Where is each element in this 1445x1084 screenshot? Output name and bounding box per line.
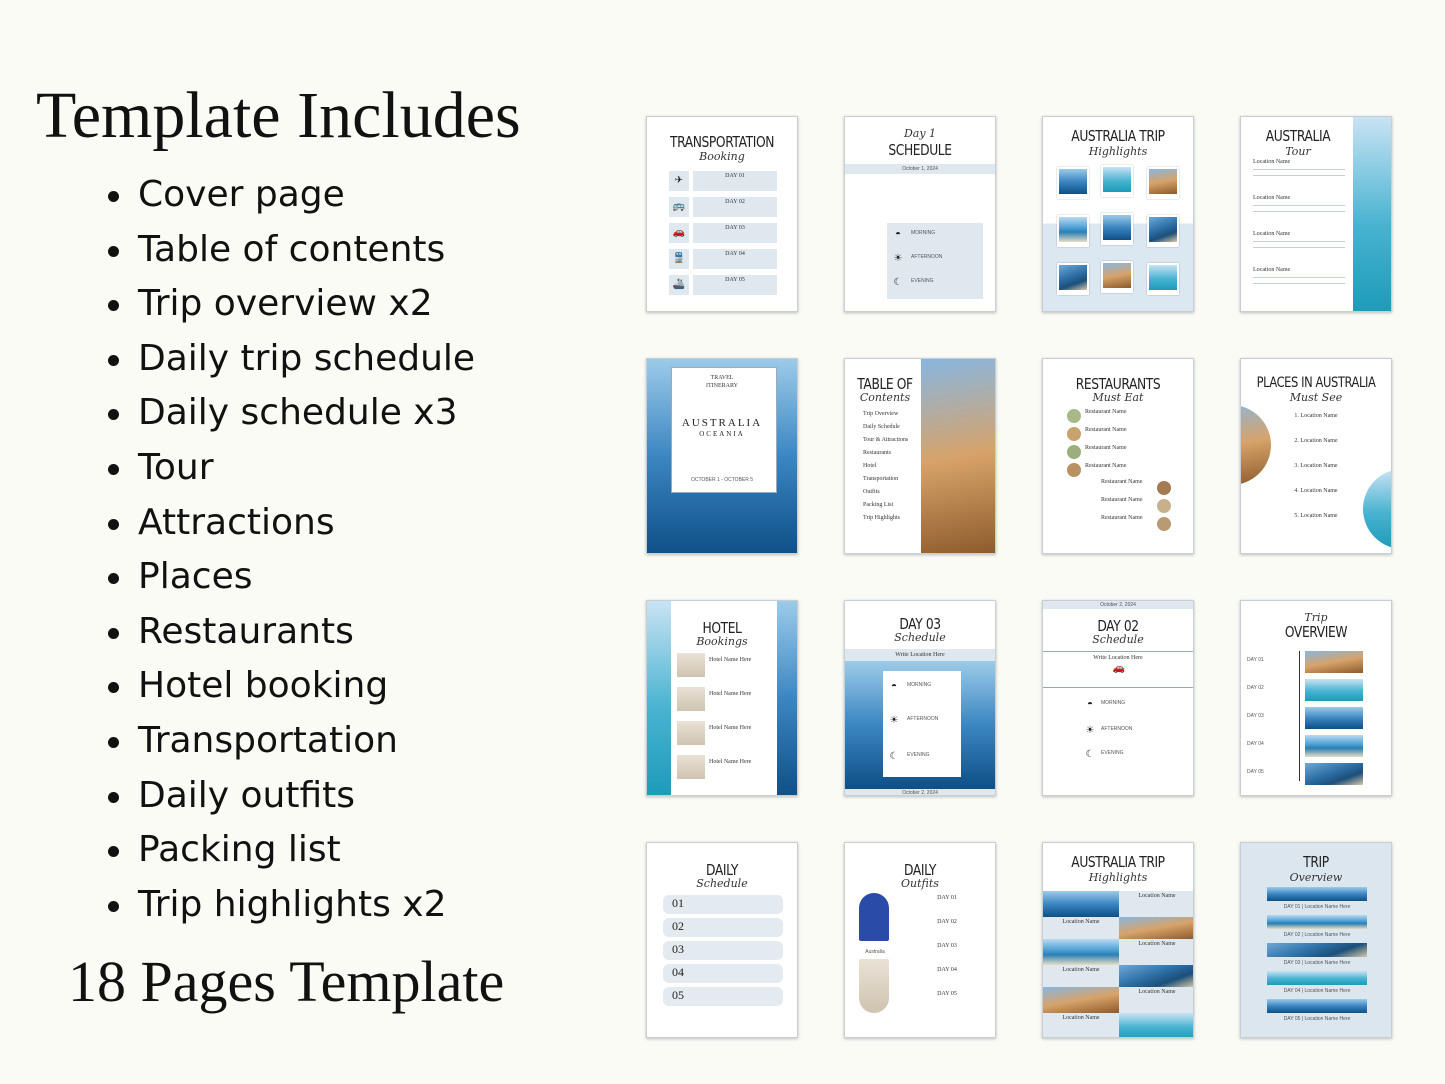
page-subtitle: Must Eat — [1092, 391, 1144, 404]
page-subtitle: Tour — [1285, 145, 1311, 158]
page-title: DAY 03 — [899, 615, 941, 633]
toc-item: Transportation — [863, 476, 899, 482]
toc-item: Tour & Attractions — [863, 437, 909, 443]
page-title: HOTEL — [702, 619, 742, 637]
page-places — [1240, 358, 1392, 554]
feature-item: Trip highlights x2 — [100, 878, 475, 933]
outfit-day: DAY 02 — [937, 919, 957, 925]
page-title: RESTAURANTS — [1075, 375, 1161, 393]
overview-item: DAY 01 | Location Name Here — [1283, 904, 1351, 910]
location-label: Write Location Here — [1093, 655, 1143, 661]
cover-region: OCEANIA — [699, 430, 745, 438]
overview-day: DAY 01 — [1247, 657, 1264, 663]
page-cover — [646, 358, 798, 554]
overview-day: DAY 04 — [1247, 741, 1264, 747]
location-label: Location Name — [1253, 159, 1291, 165]
page-title: PLACES IN AUSTRALIA — [1256, 375, 1376, 391]
morning-label: MORNING — [907, 682, 932, 688]
place-item: 3. Location Name — [1294, 463, 1338, 469]
page-trip-overview-1 — [1240, 600, 1392, 796]
page-title: TRANSPORTATION — [669, 133, 775, 151]
car-icon: 🚗 — [1112, 663, 1126, 674]
page-subtitle: Schedule — [696, 877, 748, 890]
morning-label: MORNING — [1101, 700, 1126, 706]
feature-item: Daily schedule x3 — [100, 386, 475, 441]
location-name: Location Name — [1138, 941, 1176, 947]
restaurant-name: Restaurant Name — [1101, 515, 1143, 521]
restaurant-name: Restaurant Name — [1085, 463, 1127, 469]
page-daily-outfits — [844, 842, 996, 1038]
overview-item: DAY 05 | Location Name Here — [1283, 1016, 1351, 1022]
page-trip-overview-2 — [1240, 842, 1392, 1038]
toc-item: Restaurants — [863, 450, 891, 456]
page-subtitle: Schedule — [1092, 633, 1144, 646]
toc-item: Hotel — [863, 463, 877, 469]
page-title: AUSTRALIA TRIP — [1071, 853, 1165, 871]
place-item: 4. Location Name — [1294, 488, 1338, 494]
feature-item: Table of contents — [100, 223, 475, 278]
ship-icon: 🚢 — [672, 279, 686, 290]
day-label: DAY 03 — [725, 225, 745, 231]
page-subtitle: Booking — [699, 150, 745, 163]
cover-dates: OCTOBER 1 - OCTOBER 5 — [690, 477, 754, 483]
overview-item: DAY 02 | Location Name Here — [1283, 932, 1351, 938]
feature-item: Cover page — [100, 168, 475, 223]
page-title: DAY 02 — [1097, 617, 1139, 635]
afternoon-label: AFTERNOON — [907, 716, 939, 722]
day-number: 05 — [672, 988, 684, 1002]
outfit-day: DAY 03 — [937, 943, 957, 949]
page-title: SCHEDULE — [888, 141, 952, 159]
location-name: Location Name — [1062, 919, 1100, 925]
sunrise-icon: ◓ — [1086, 699, 1094, 710]
moon-icon: ☾ — [1085, 749, 1095, 760]
moon-icon: ☾ — [889, 751, 899, 762]
location-label: Location Name — [1253, 267, 1291, 273]
train-icon: 🚆 — [672, 253, 686, 264]
page-trip-highlights-2 — [1042, 842, 1194, 1038]
outfit-caption: Australia — [865, 949, 885, 955]
page-day3-schedule — [844, 600, 996, 796]
feature-item: Transportation — [100, 714, 475, 769]
page-hotel-bookings — [646, 600, 798, 796]
page-subtitle: Schedule — [894, 631, 946, 644]
page-title: TRIP — [1303, 853, 1329, 871]
page-title: OVERVIEW — [1284, 623, 1348, 641]
page-subtitle: Must See — [1289, 391, 1343, 404]
feature-list — [100, 168, 475, 932]
page-title: TABLE OF — [857, 375, 913, 393]
plane-icon: ✈ — [674, 175, 684, 186]
page-subtitle: Highlights — [1088, 145, 1148, 158]
sunrise-icon: ◓ — [890, 681, 898, 692]
location-name: Location Name — [1138, 893, 1176, 899]
day-label: DAY 02 — [725, 199, 745, 205]
page-title: DAILY — [706, 861, 738, 879]
sunrise-icon: ◓ — [894, 229, 902, 240]
overview-day: DAY 03 — [1247, 713, 1264, 719]
location-name: Location Name — [1062, 967, 1100, 973]
restaurant-name: Restaurant Name — [1085, 409, 1127, 415]
day-number: 01 — [672, 896, 684, 910]
heading: Template Includes — [36, 79, 521, 152]
page-subtitle: Trip — [1304, 611, 1328, 624]
page-subtitle: Highlights — [1088, 871, 1148, 884]
feature-item: Places — [100, 550, 475, 605]
evening-label: EVENING — [907, 752, 930, 758]
afternoon-label: AFTERNOON — [1101, 726, 1133, 732]
page-tour — [1240, 116, 1392, 312]
page-table-of-contents — [844, 358, 996, 554]
date-label: October 2, 2024 — [902, 790, 938, 796]
feature-item: Trip overview x2 — [100, 277, 475, 332]
toc-item: Outfits — [863, 489, 880, 495]
bus-icon: 🚌 — [672, 201, 686, 212]
hotel-name: Hotel Name Here — [709, 691, 752, 697]
restaurant-name: Restaurant Name — [1085, 427, 1127, 433]
feature-item: Packing list — [100, 823, 475, 878]
feature-item: Attractions — [100, 496, 475, 551]
page-trip-highlights-1 — [1042, 116, 1194, 312]
day-label: DAY 01 — [725, 173, 745, 179]
hotel-name: Hotel Name Here — [709, 725, 752, 731]
location-label: Location Name — [1253, 231, 1291, 237]
evening-label: EVENING — [911, 278, 934, 284]
location-name: Location Name — [1138, 989, 1176, 995]
page-title: AUSTRALIA TRIP — [1071, 127, 1165, 145]
place-item: 1. Location Name — [1294, 413, 1338, 419]
overview-day: DAY 05 — [1247, 769, 1264, 775]
outfit-day: DAY 01 — [937, 895, 957, 901]
hotel-name: Hotel Name Here — [709, 657, 752, 663]
page-transportation — [646, 116, 798, 312]
feature-item: Tour — [100, 441, 475, 496]
afternoon-label: AFTERNOON — [911, 254, 943, 260]
hotel-name: Hotel Name Here — [709, 759, 752, 765]
sun-icon: ☀ — [893, 253, 903, 264]
feature-item: Daily trip schedule — [100, 332, 475, 387]
page-day2-schedule — [1042, 600, 1194, 796]
date-label: October 2, 2024 — [1100, 602, 1136, 608]
cover-country: AUSTRALIA — [681, 417, 763, 429]
evening-label: EVENING — [1101, 750, 1124, 756]
day-number: 04 — [672, 965, 684, 979]
overview-item: DAY 04 | Location Name Here — [1283, 988, 1351, 994]
feature-item: Daily outfits — [100, 769, 475, 824]
location-label: Location Name — [1253, 195, 1291, 201]
restaurant-name: Restaurant Name — [1101, 497, 1143, 503]
toc-item: Packing List — [863, 502, 894, 508]
page-title: DAILY — [904, 861, 936, 879]
cover-line2: ITINERARY — [706, 383, 738, 389]
page-daily-schedule — [646, 842, 798, 1038]
cover-line1: TRAVEL — [710, 375, 734, 381]
overview-item: DAY 03 | Location Name Here — [1283, 960, 1351, 966]
place-item: 2. Location Name — [1294, 438, 1338, 444]
page-subtitle: Outfits — [901, 877, 939, 890]
overview-day: DAY 02 — [1247, 685, 1264, 691]
day-number: 02 — [672, 919, 684, 933]
place-item: 5. Location Name — [1294, 513, 1338, 519]
sun-icon: ☀ — [1085, 725, 1095, 736]
toc-item: Daily Schedule — [863, 424, 900, 430]
page-title: AUSTRALIA — [1265, 127, 1331, 145]
page-subtitle: Contents — [859, 391, 911, 404]
day-label: DAY 04 — [725, 251, 745, 257]
toc-item: Trip Highlights — [863, 515, 900, 521]
date-label: October 1, 2024 — [902, 166, 938, 172]
page-restaurants — [1042, 358, 1194, 554]
restaurant-name: Restaurant Name — [1101, 479, 1143, 485]
page-count-footer: 18 Pages Template — [68, 949, 505, 1014]
location-name: Location Name — [1062, 1015, 1100, 1021]
sun-icon: ☀ — [889, 715, 899, 726]
page-subtitle: Overview — [1289, 871, 1343, 884]
page-subtitle: Bookings — [696, 635, 748, 648]
toc-item: Trip Overview — [863, 411, 899, 417]
feature-item: Hotel booking — [100, 659, 475, 714]
restaurant-name: Restaurant Name — [1085, 445, 1127, 451]
location-label: Write Location Here — [895, 652, 945, 658]
feature-item: Restaurants — [100, 605, 475, 660]
morning-label: MORNING — [911, 230, 936, 236]
day-number: 03 — [672, 942, 684, 956]
day-label: DAY 05 — [725, 277, 745, 283]
outfit-day: DAY 04 — [937, 967, 957, 973]
page-subtitle: Day 1 — [903, 127, 937, 140]
page-day1-schedule — [844, 116, 996, 312]
template-preview-grid — [646, 116, 1394, 1042]
car-icon: 🚗 — [672, 227, 686, 238]
moon-icon: ☾ — [893, 277, 903, 288]
outfit-day: DAY 05 — [937, 991, 957, 997]
